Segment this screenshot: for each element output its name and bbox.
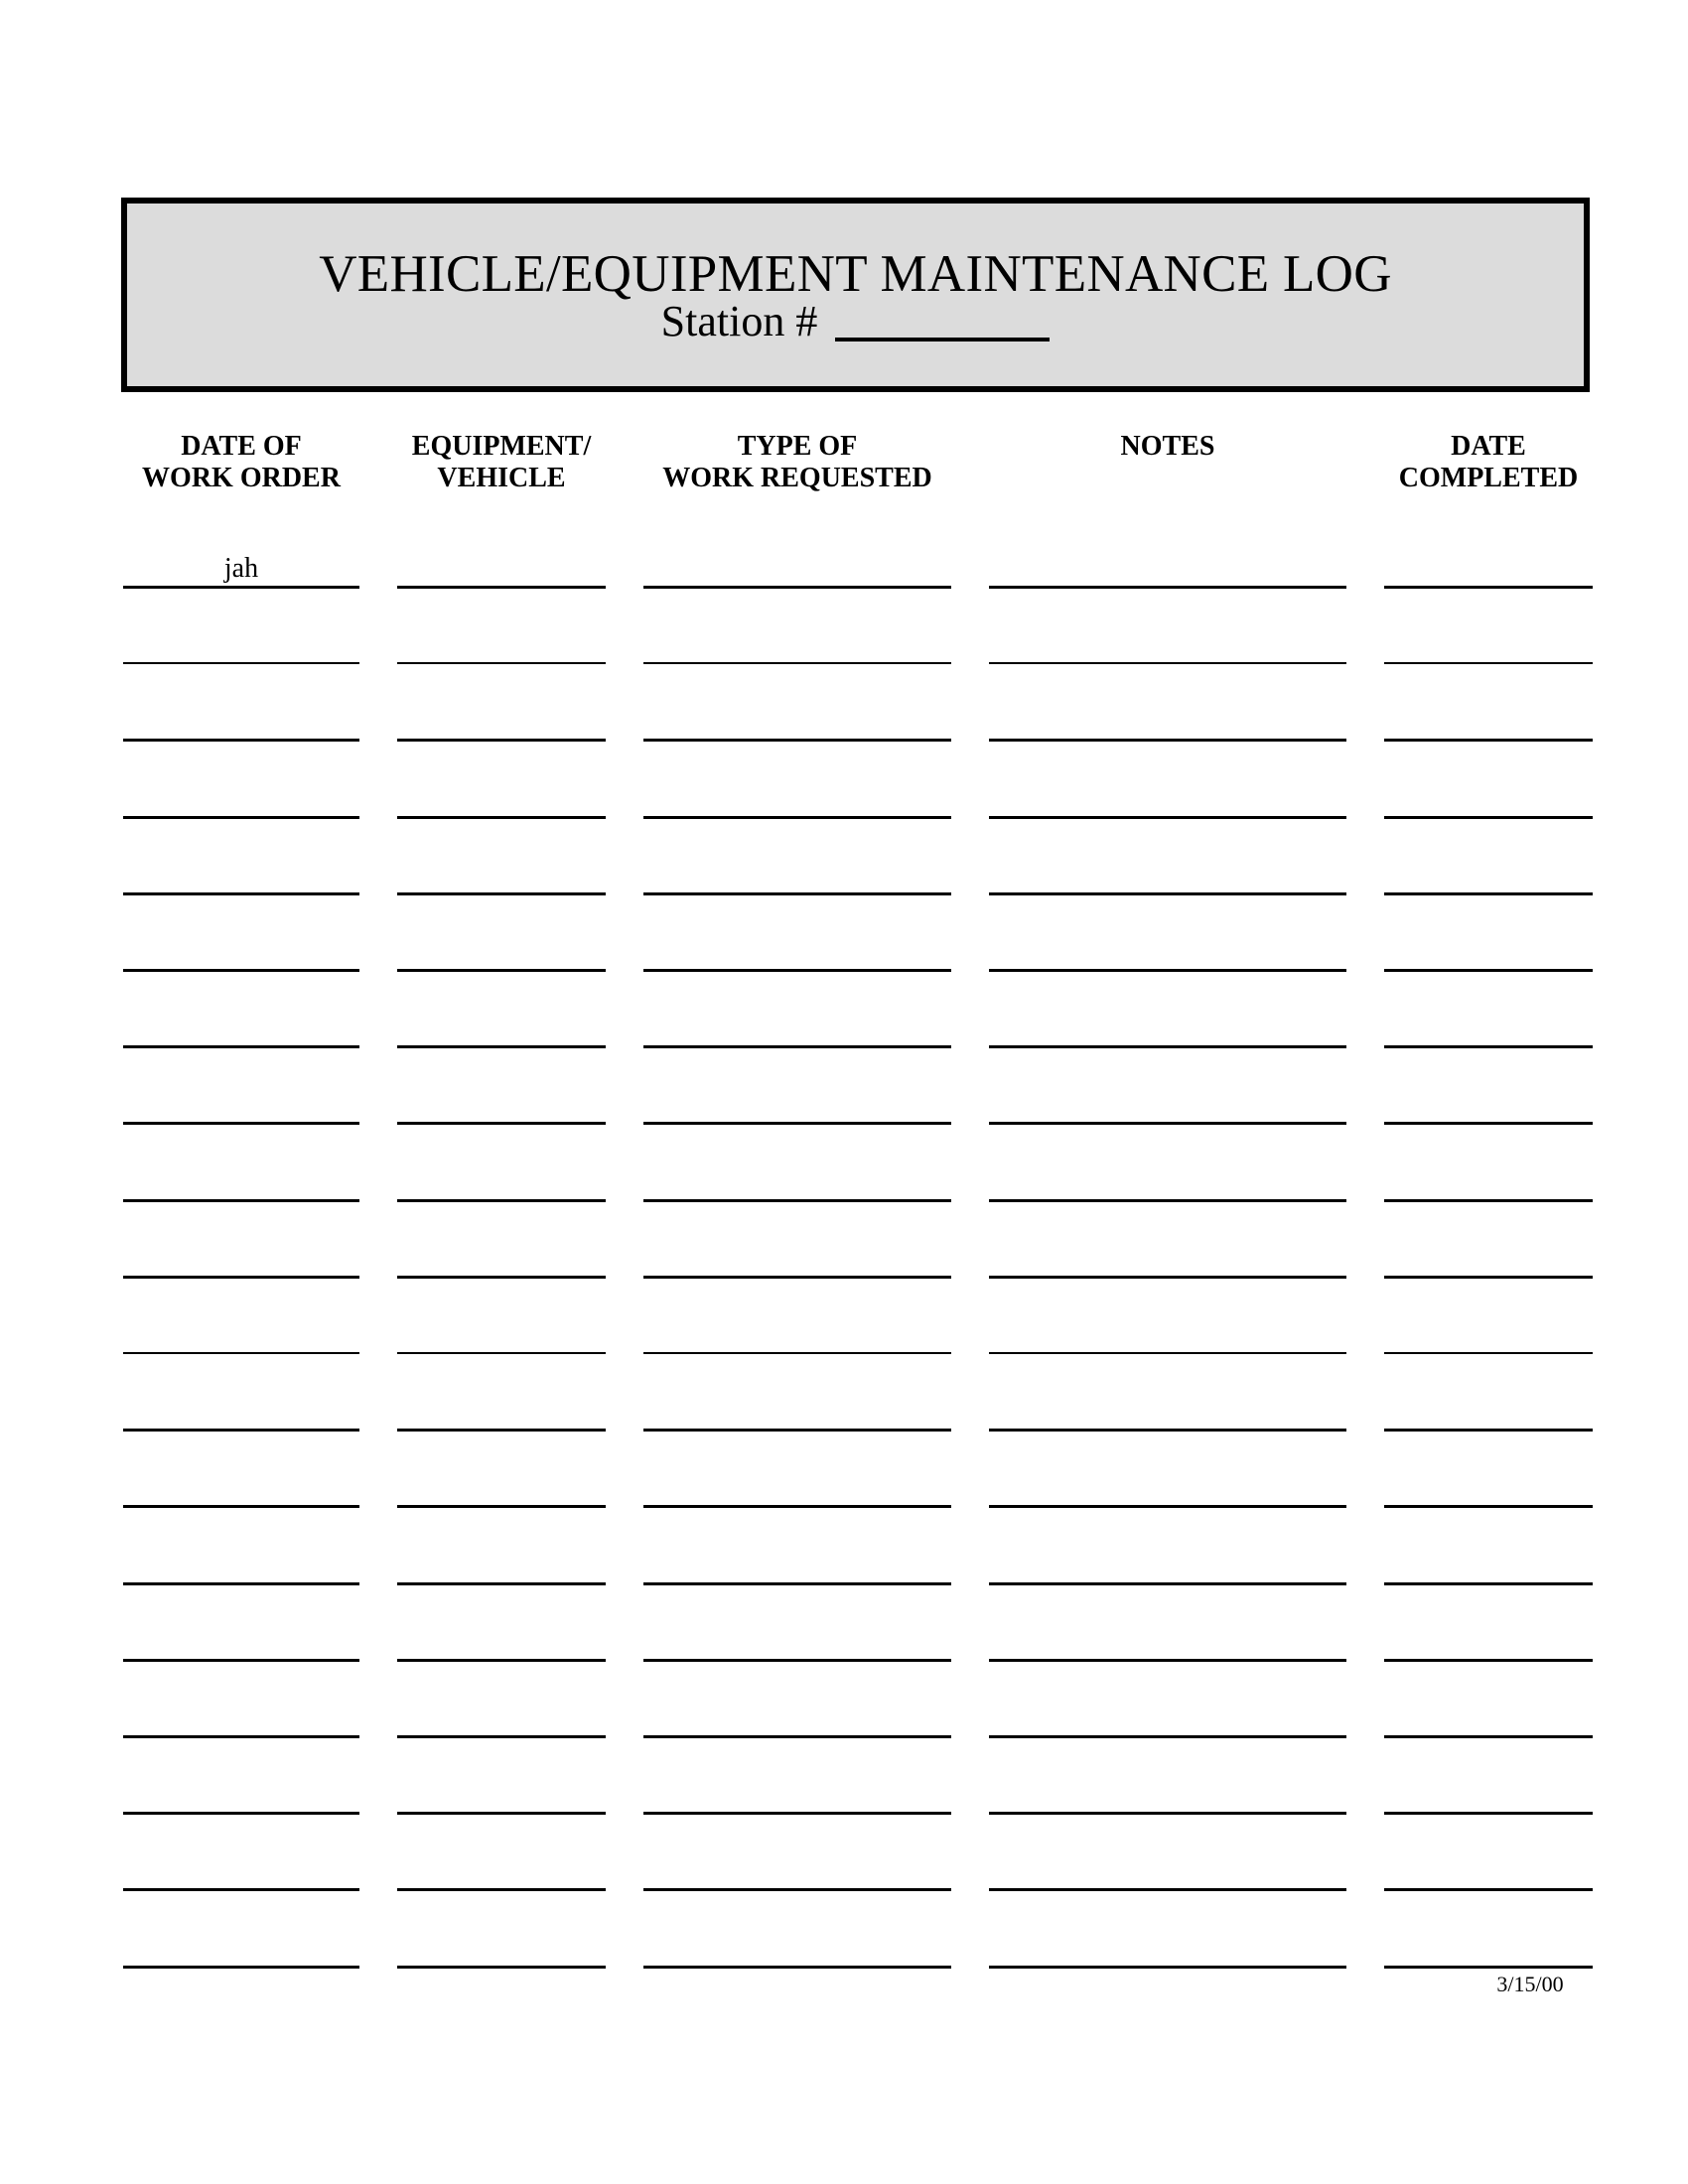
entry-line-date-of-work-order[interactable] — [123, 1505, 359, 1508]
column-header-line: TYPE OF — [737, 431, 858, 462]
entry-line-equipment-vehicle[interactable] — [397, 1352, 606, 1354]
entry-line-equipment-vehicle[interactable] — [397, 969, 606, 972]
entry-line-type-of-work-requested[interactable] — [643, 1045, 951, 1048]
entry-line-notes[interactable] — [989, 969, 1346, 972]
column-header-line: NOTES — [1120, 431, 1215, 462]
entry-line-date-of-work-order[interactable] — [123, 1735, 359, 1738]
entry-line-type-of-work-requested[interactable] — [643, 586, 951, 589]
column-header-line: COMPLETED — [1398, 463, 1579, 493]
entry-line-date-of-work-order[interactable] — [123, 662, 359, 664]
entry-line-equipment-vehicle[interactable] — [397, 1582, 606, 1585]
station-label: Station # — [660, 297, 818, 345]
entry-line-date-completed[interactable] — [1384, 662, 1593, 664]
entry-line-type-of-work-requested[interactable] — [643, 1966, 951, 1969]
entry-line-notes[interactable] — [989, 816, 1346, 819]
entry-line-date-of-work-order[interactable] — [123, 1352, 359, 1354]
entry-line-date-completed[interactable] — [1384, 1966, 1593, 1969]
entry-line-equipment-vehicle[interactable] — [397, 1659, 606, 1662]
entry-line-equipment-vehicle[interactable] — [397, 1429, 606, 1432]
column-header-line: DATE OF — [181, 431, 302, 462]
entry-line-equipment-vehicle[interactable] — [397, 739, 606, 742]
entry-line-date-completed[interactable] — [1384, 1735, 1593, 1738]
entry-line-date-of-work-order[interactable] — [123, 586, 359, 589]
station-line — [127, 298, 1584, 345]
entry-line-date-completed[interactable] — [1384, 969, 1593, 972]
entry-line-type-of-work-requested[interactable] — [643, 1276, 951, 1279]
entry-line-notes[interactable] — [989, 1429, 1346, 1432]
entry-line-equipment-vehicle[interactable] — [397, 1199, 606, 1202]
entry-line-date-of-work-order[interactable] — [123, 1659, 359, 1662]
entry-line-type-of-work-requested[interactable] — [643, 892, 951, 895]
column-header-equipment-vehicle — [372, 431, 631, 494]
entry-line-equipment-vehicle[interactable] — [397, 662, 606, 664]
entry-line-type-of-work-requested[interactable] — [643, 1888, 951, 1891]
entry-text-date-of-work-order: jah — [223, 553, 259, 584]
entry-line-date-completed[interactable] — [1384, 1582, 1593, 1585]
entry-line-date-completed[interactable] — [1384, 1888, 1593, 1891]
entry-line-equipment-vehicle[interactable] — [397, 816, 606, 819]
column-header-line: WORK REQUESTED — [662, 463, 932, 493]
entry-line-equipment-vehicle[interactable] — [397, 1966, 606, 1969]
entry-line-type-of-work-requested[interactable] — [643, 816, 951, 819]
entry-line-notes[interactable] — [989, 1122, 1346, 1125]
entry-line-type-of-work-requested[interactable] — [643, 662, 951, 664]
entry-line-date-completed[interactable] — [1384, 1122, 1593, 1125]
entry-line-date-completed[interactable] — [1384, 1276, 1593, 1279]
entry-line-notes[interactable] — [989, 892, 1346, 895]
entry-line-date-completed[interactable] — [1384, 1429, 1593, 1432]
entry-line-notes[interactable] — [989, 1045, 1346, 1048]
entry-line-date-completed[interactable] — [1384, 1659, 1593, 1662]
entry-line-date-completed[interactable] — [1384, 739, 1593, 742]
entry-line-date-of-work-order[interactable] — [123, 816, 359, 819]
entry-line-date-completed[interactable] — [1384, 1812, 1593, 1815]
entry-line-notes[interactable] — [989, 1659, 1346, 1662]
entry-line-type-of-work-requested[interactable] — [643, 1429, 951, 1432]
entry-line-equipment-vehicle[interactable] — [397, 1122, 606, 1125]
entry-line-date-completed[interactable] — [1384, 1505, 1593, 1508]
entry-line-type-of-work-requested[interactable] — [643, 1199, 951, 1202]
entry-line-date-of-work-order[interactable] — [123, 739, 359, 742]
entry-line-equipment-vehicle[interactable] — [397, 1276, 606, 1279]
entry-line-date-completed[interactable] — [1384, 1199, 1593, 1202]
entry-line-date-completed[interactable] — [1384, 892, 1593, 895]
title-box — [121, 198, 1590, 392]
column-header-line: VEHICLE — [437, 463, 566, 493]
entry-line-date-completed[interactable] — [1384, 1045, 1593, 1048]
entry-line-notes[interactable] — [989, 1505, 1346, 1508]
entry-line-notes[interactable] — [989, 1888, 1346, 1891]
column-header-line: DATE — [1451, 431, 1526, 462]
entry-line-type-of-work-requested[interactable] — [643, 1122, 951, 1125]
entry-line-type-of-work-requested[interactable] — [643, 1812, 951, 1815]
entry-line-notes[interactable] — [989, 1352, 1346, 1354]
revision-date: 3/15/00 — [1496, 1972, 1564, 1996]
entry-line-type-of-work-requested[interactable] — [643, 969, 951, 972]
entry-line-date-of-work-order[interactable] — [123, 892, 359, 895]
entry-line-notes[interactable] — [989, 1582, 1346, 1585]
entry-line-type-of-work-requested[interactable] — [643, 1505, 951, 1508]
entry-line-date-of-work-order[interactable] — [123, 969, 359, 972]
entry-line-type-of-work-requested[interactable] — [643, 1659, 951, 1662]
entry-line-equipment-vehicle[interactable] — [397, 586, 606, 589]
entry-line-date-of-work-order[interactable] — [123, 1429, 359, 1432]
entry-line-date-of-work-order[interactable] — [123, 1122, 359, 1125]
column-header-line: WORK ORDER — [142, 463, 341, 493]
entry-line-equipment-vehicle[interactable] — [397, 1505, 606, 1508]
entry-line-type-of-work-requested[interactable] — [643, 739, 951, 742]
entry-line-notes[interactable] — [989, 1276, 1346, 1279]
entry-line-notes[interactable] — [989, 739, 1346, 742]
entry-line-notes[interactable] — [989, 1812, 1346, 1815]
entry-line-date-of-work-order[interactable] — [123, 1199, 359, 1202]
column-header-date-of-work-order — [92, 431, 390, 494]
entry-line-date-completed[interactable] — [1384, 1352, 1593, 1354]
entry-line-date-completed[interactable] — [1384, 586, 1593, 589]
entry-line-equipment-vehicle[interactable] — [397, 1888, 606, 1891]
column-header-type-of-work-requested — [619, 431, 976, 494]
entry-line-date-completed[interactable] — [1384, 816, 1593, 819]
entry-line-type-of-work-requested[interactable] — [643, 1352, 951, 1354]
entry-line-notes[interactable] — [989, 1735, 1346, 1738]
entry-line-type-of-work-requested[interactable] — [643, 1582, 951, 1585]
entry-line-notes[interactable] — [989, 1199, 1346, 1202]
column-header-line: EQUIPMENT/ — [411, 431, 592, 462]
entry-line-date-of-work-order[interactable] — [123, 1966, 359, 1969]
entry-line-equipment-vehicle[interactable] — [397, 1812, 606, 1815]
column-header-date-completed — [1359, 431, 1618, 494]
entry-line-equipment-vehicle[interactable] — [397, 1735, 606, 1738]
entry-line-date-of-work-order[interactable] — [123, 1582, 359, 1585]
entry-line-equipment-vehicle[interactable] — [397, 892, 606, 895]
station-number-field[interactable] — [835, 298, 1050, 341]
entry-line-type-of-work-requested[interactable] — [643, 1735, 951, 1738]
column-header-notes — [1019, 431, 1317, 463]
entry-line-notes[interactable] — [989, 586, 1346, 589]
entry-line-notes[interactable] — [989, 1966, 1346, 1969]
entry-line-equipment-vehicle[interactable] — [397, 1045, 606, 1048]
entry-line-notes[interactable] — [989, 662, 1346, 664]
page-title: VEHICLE/EQUIPMENT MAINTENANCE LOG — [319, 245, 1392, 303]
entry-line-date-of-work-order[interactable] — [123, 1276, 359, 1279]
entry-line-date-of-work-order[interactable] — [123, 1812, 359, 1815]
entry-line-date-of-work-order[interactable] — [123, 1045, 359, 1048]
entry-line-date-of-work-order[interactable] — [123, 1888, 359, 1891]
